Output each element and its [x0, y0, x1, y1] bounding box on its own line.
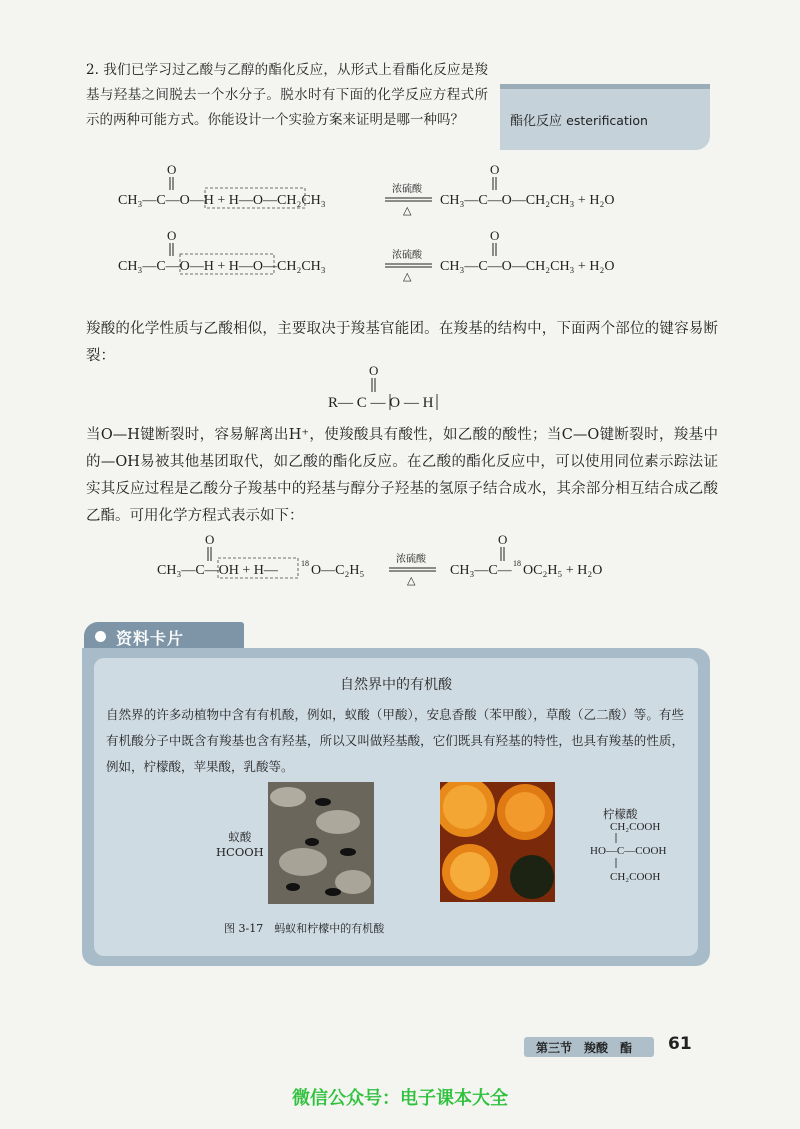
eq3-catalyst: 浓硫酸: [396, 554, 426, 565]
glossary-term-en: esterification: [566, 113, 648, 128]
watermark: 微信公众号：电子课本大全: [292, 1088, 508, 1109]
carboxyl-formula: R— C — O — H: [328, 395, 434, 411]
ant-acid-formula: HCOOH: [216, 845, 264, 859]
citric-acid-structure: [584, 818, 694, 888]
isotope-equation: [157, 532, 602, 587]
eq3-right-part-b: OC₂H₅ + H₂O: [523, 563, 603, 578]
eq3-left-part-b: O—C₂H₅: [311, 563, 365, 578]
eq3-right-part-a: CH₃—C—: [450, 563, 512, 578]
eq3-isotope-right: 18: [513, 559, 521, 568]
info-card-body: [94, 658, 698, 956]
eq3-carbonyl-o: O: [205, 532, 215, 547]
question-text: 2. 我们已学习过乙酸与乙醇的酯化反应，从形式上看酯化反应是羧基与羟基之间脱去一个水分子。脱水时有下面的化学反应方程式所示的两种可能方式。你能设计一个实验方案来证明是哪一种吗？: [86, 62, 488, 128]
eq3-isotope-left: 18: [301, 559, 309, 568]
eq3-product-o: O: [498, 532, 508, 547]
eq2-heat: △: [403, 271, 412, 283]
eq1-carbonyl-o: O: [167, 162, 177, 177]
info-card-text: 自然界的许多动植物中含有有机酸，例如，蚁酸（甲酸），安息香酸（苯甲酸），草酸（乙二酸）等。有些有机酸分子中既含有羧基也含有羟基，所以又叫做羟基酸，它们既具有羟基的特性，也具有羧基的性质，例如，柠檬酸，苹果酸，乳酸等。: [106, 707, 684, 774]
paragraph-carboxyl-properties: 羧酸的化学性质与乙酸相似，主要取决于羧基官能团。在羧基的结构中，下面两个部位的键容易断裂：: [86, 321, 718, 364]
eq2-left-side: CH₃—C—O—H + H—O—CH₂CH₃: [118, 259, 326, 274]
equation-1: [118, 162, 614, 217]
citric-bottom-group: CH₂COOH: [610, 871, 661, 883]
glossary-term: [510, 110, 648, 129]
info-card-tag-label: 资料卡片: [116, 629, 185, 648]
eq3-heat: △: [407, 575, 416, 587]
section-footer: [524, 1037, 654, 1057]
info-card: [82, 648, 710, 966]
citric-top-group: CH₂COOH: [610, 821, 661, 833]
eq2-carbonyl-o: O: [167, 228, 177, 243]
info-card-heading: 自然界中的有机酸: [340, 677, 452, 693]
citric-acid-name: 柠檬酸: [603, 807, 638, 821]
lemons-photo: [440, 782, 555, 902]
ant-label: [216, 830, 264, 860]
carboxyl-carbonyl-o: O: [369, 363, 379, 378]
eq1-left-side: CH₃—C—O—H + H—O—CH₂CH₃: [118, 193, 326, 208]
eq1-right-side: CH₃—C—O—CH₂CH₃ + H₂O: [440, 193, 615, 208]
bullet-icon: [95, 631, 106, 642]
paragraph-esterification: 当O—H键断裂时，容易解离出H⁺，使羧酸具有酸性，如乙酸的酸性；当C—O键断裂时，羧基中的—OH易被其他基团取代，如乙酸的酯化反应。在乙酸的酯化反应中，可以使用同位素示踪法证实其反应过程是乙酸分子羧基中的羟基与醇分子羟基的氢原子结合成水，其余部分相互结合成乙酸乙酯。可用化学方程式表示如下：: [86, 427, 718, 524]
eq2-right-side: CH₃—C—O—CH₂CH₃ + H₂O: [440, 259, 615, 274]
eq2-product-o: O: [490, 228, 500, 243]
page-number: 61: [668, 1034, 692, 1054]
figure-caption: 图 3-17 蚂蚁和柠檬中的有机酸: [224, 922, 385, 935]
equation-2: [118, 228, 614, 283]
glossary-sidebar: [500, 84, 710, 150]
citric-middle-group: HO—C—COOH: [590, 845, 667, 857]
ants-photo: [268, 782, 374, 904]
eq2-catalyst: 浓硫酸: [392, 250, 422, 261]
carboxyl-structure: [328, 363, 437, 411]
glossary-term-cn: 酯化反应: [510, 114, 563, 129]
ants-image-icon: [268, 782, 374, 904]
ant-acid-name: 蚁酸: [228, 830, 252, 844]
section-title: 第三节 羧酸 酯: [536, 1041, 633, 1055]
eq1-product-o: O: [490, 162, 500, 177]
lemons-image-icon: [440, 782, 555, 902]
eq1-catalyst: 浓硫酸: [392, 184, 422, 195]
eq1-heat: △: [403, 205, 412, 217]
eq3-left-part-a: CH₃—C—OH + H—: [157, 563, 278, 578]
